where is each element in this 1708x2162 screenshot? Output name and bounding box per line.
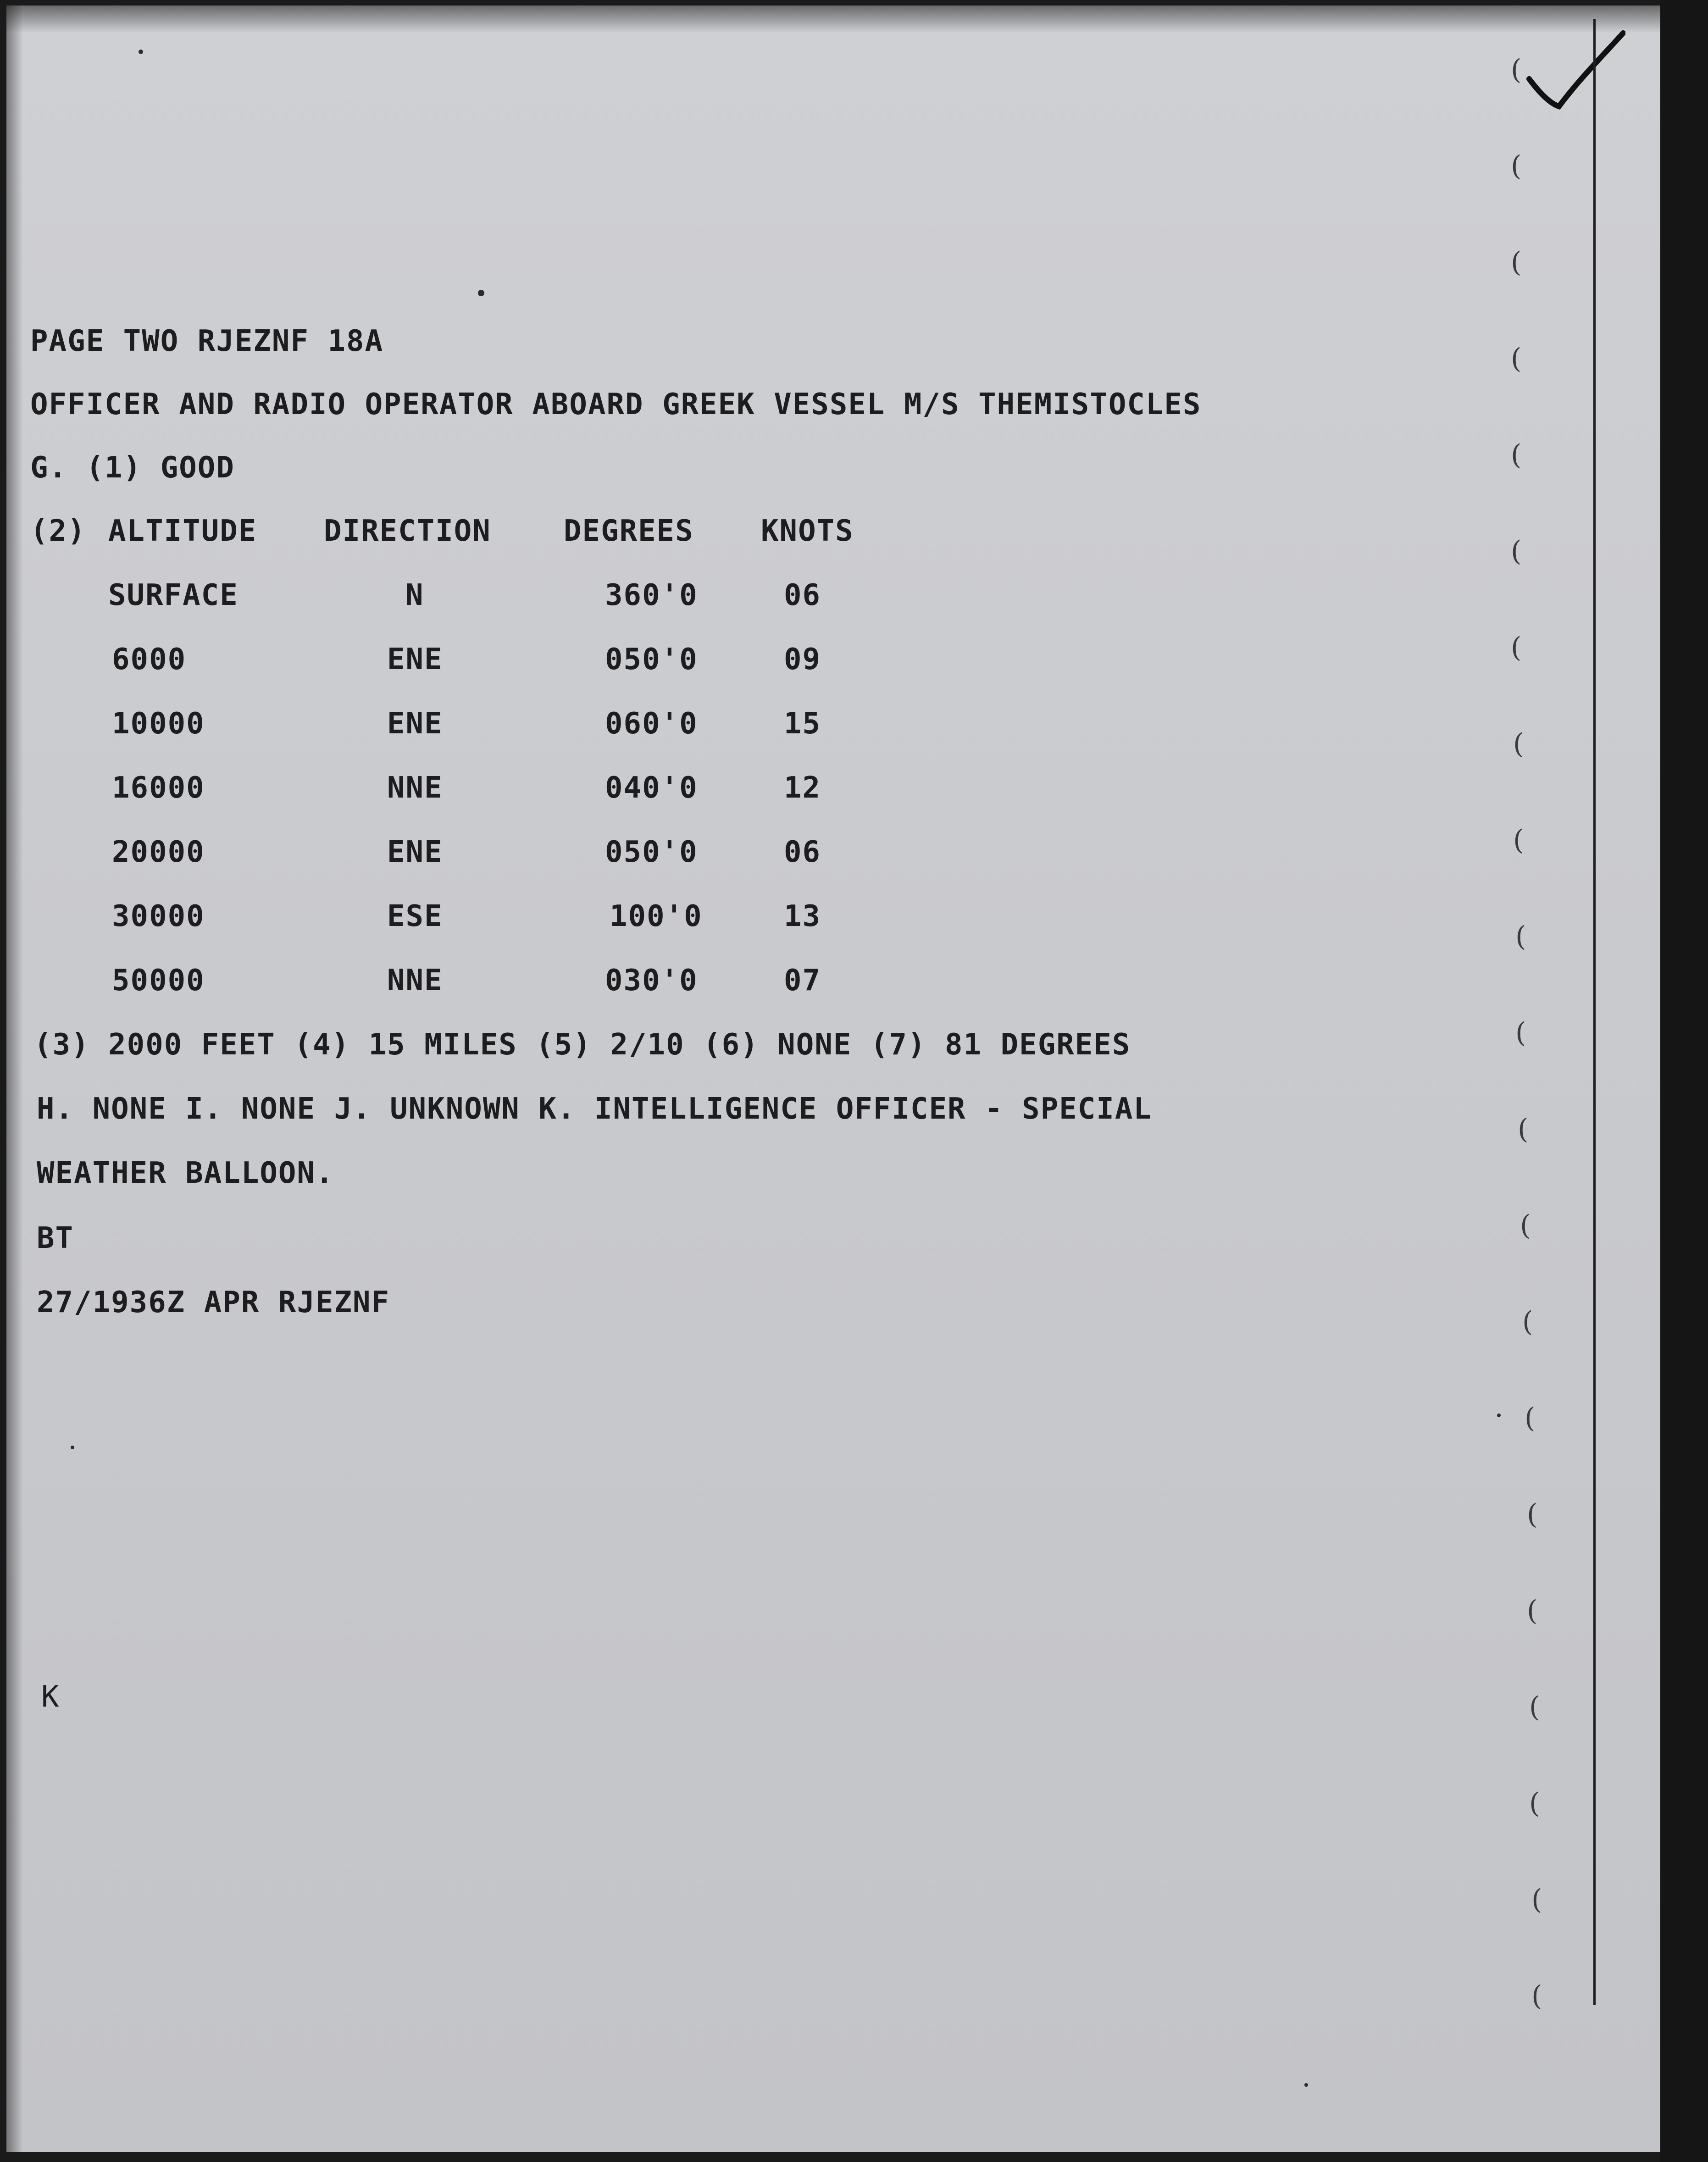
table-cell-direction: ENE [387,835,443,869]
table-cell-knots: 15 [784,707,821,741]
margin-rule [1593,19,1596,2005]
table-cell-knots: 12 [784,771,821,805]
perforation-mark: ( [1515,1017,1526,1049]
perforation-mark: ( [1531,1980,1542,2012]
table-cell-knots: 13 [784,899,821,933]
perforation-mark: ( [1527,1498,1538,1530]
perforation-mark: ( [1522,1306,1533,1338]
checkmark-icon [1515,24,1625,116]
table-cell-direction: ENE [387,643,443,676]
table-cell-degrees: 040'0 [605,771,698,805]
table-cell-altitude: 10000 [112,707,205,741]
break-marker: BT [37,1221,74,1255]
table-label: (2) [30,514,86,548]
table-cell-altitude: 16000 [112,771,205,805]
scan-speck [71,1446,74,1449]
table-cell-knots: 06 [784,578,821,612]
table-cell-direction: NNE [387,771,443,805]
perforation-mark: ( [1513,728,1524,760]
table-cell-altitude: 30000 [112,899,205,933]
table-cell-altitude: 6000 [112,643,187,676]
table-cell-degrees: 050'0 [605,835,698,869]
perforation-mark: ( [1513,824,1524,856]
table-cell-direction: ENE [387,707,443,741]
table-cell-degrees: 100'0 [610,899,703,933]
end-marker: K [41,1680,60,1714]
column-header-direction: DIRECTION [324,514,491,548]
items-3-to-7-line: (3) 2000 FEET (4) 15 MILES (5) 2/10 (6) NONE (7) 81 DEGREES [34,1028,1131,1062]
page-shadow-left [6,6,23,2152]
table-cell-direction: ESE [387,899,443,933]
document-page [6,6,1669,2152]
table-cell-direction: NNE [387,964,443,998]
perforation-mark: ( [1529,1787,1540,1819]
scan-speck [139,50,143,54]
table-cell-knots: 09 [784,643,821,676]
column-header-altitude: ALTITUDE [108,514,257,548]
table-cell-altitude: 50000 [112,964,205,998]
table-cell-altitude: 20000 [112,835,205,869]
table-cell-knots: 06 [784,835,821,869]
table-cell-direction: N [405,578,424,612]
perforation-mark: ( [1511,150,1522,182]
perforation-mark: ( [1518,1113,1529,1145]
scan-speck [1497,1414,1501,1417]
perforation-mark: ( [1511,535,1522,567]
perforation-mark: ( [1527,1595,1538,1627]
scan-speck [478,290,484,296]
officer-line: OFFICER AND RADIO OPERATOR ABOARD GREEK VESSEL M/S THEMISTOCLES [30,388,1202,421]
column-header-degrees: DEGREES [564,514,694,548]
scan-border-right [1660,0,1708,2162]
page-header-line: PAGE TWO RJEZNF 18A [30,324,384,358]
perforation-mark: ( [1511,632,1522,664]
table-cell-altitude: SURFACE [108,578,238,612]
item-g-line: G. (1) GOOD [30,451,235,485]
items-h-to-k-line: H. NONE I. NONE J. UNKNOWN K. INTELLIGENCE OFFICER - SPECIAL [37,1092,1152,1126]
table-cell-degrees: 030'0 [605,964,698,998]
perforation-mark: ( [1511,246,1522,278]
perforation-mark: ( [1511,343,1522,375]
perforation-mark: ( [1515,920,1526,953]
scan-speck [1304,2083,1308,2087]
perforation-mark: ( [1520,1209,1531,1242]
weather-balloon-line: WEATHER BALLOON. [37,1156,334,1190]
page-shadow-top [6,6,1669,33]
table-cell-degrees: 360'0 [605,578,698,612]
table-cell-degrees: 050'0 [605,643,698,676]
column-header-knots: KNOTS [761,514,854,548]
table-cell-degrees: 060'0 [605,707,698,741]
date-time-group: 27/1936Z APR RJEZNF [37,1286,390,1319]
perforation-mark: ( [1511,439,1522,471]
perforation-mark: ( [1511,54,1522,86]
perforation-mark: ( [1531,1884,1542,1916]
table-cell-knots: 07 [784,964,821,998]
perforation-mark: ( [1529,1691,1540,1723]
perforation-mark: ( [1525,1402,1536,1434]
